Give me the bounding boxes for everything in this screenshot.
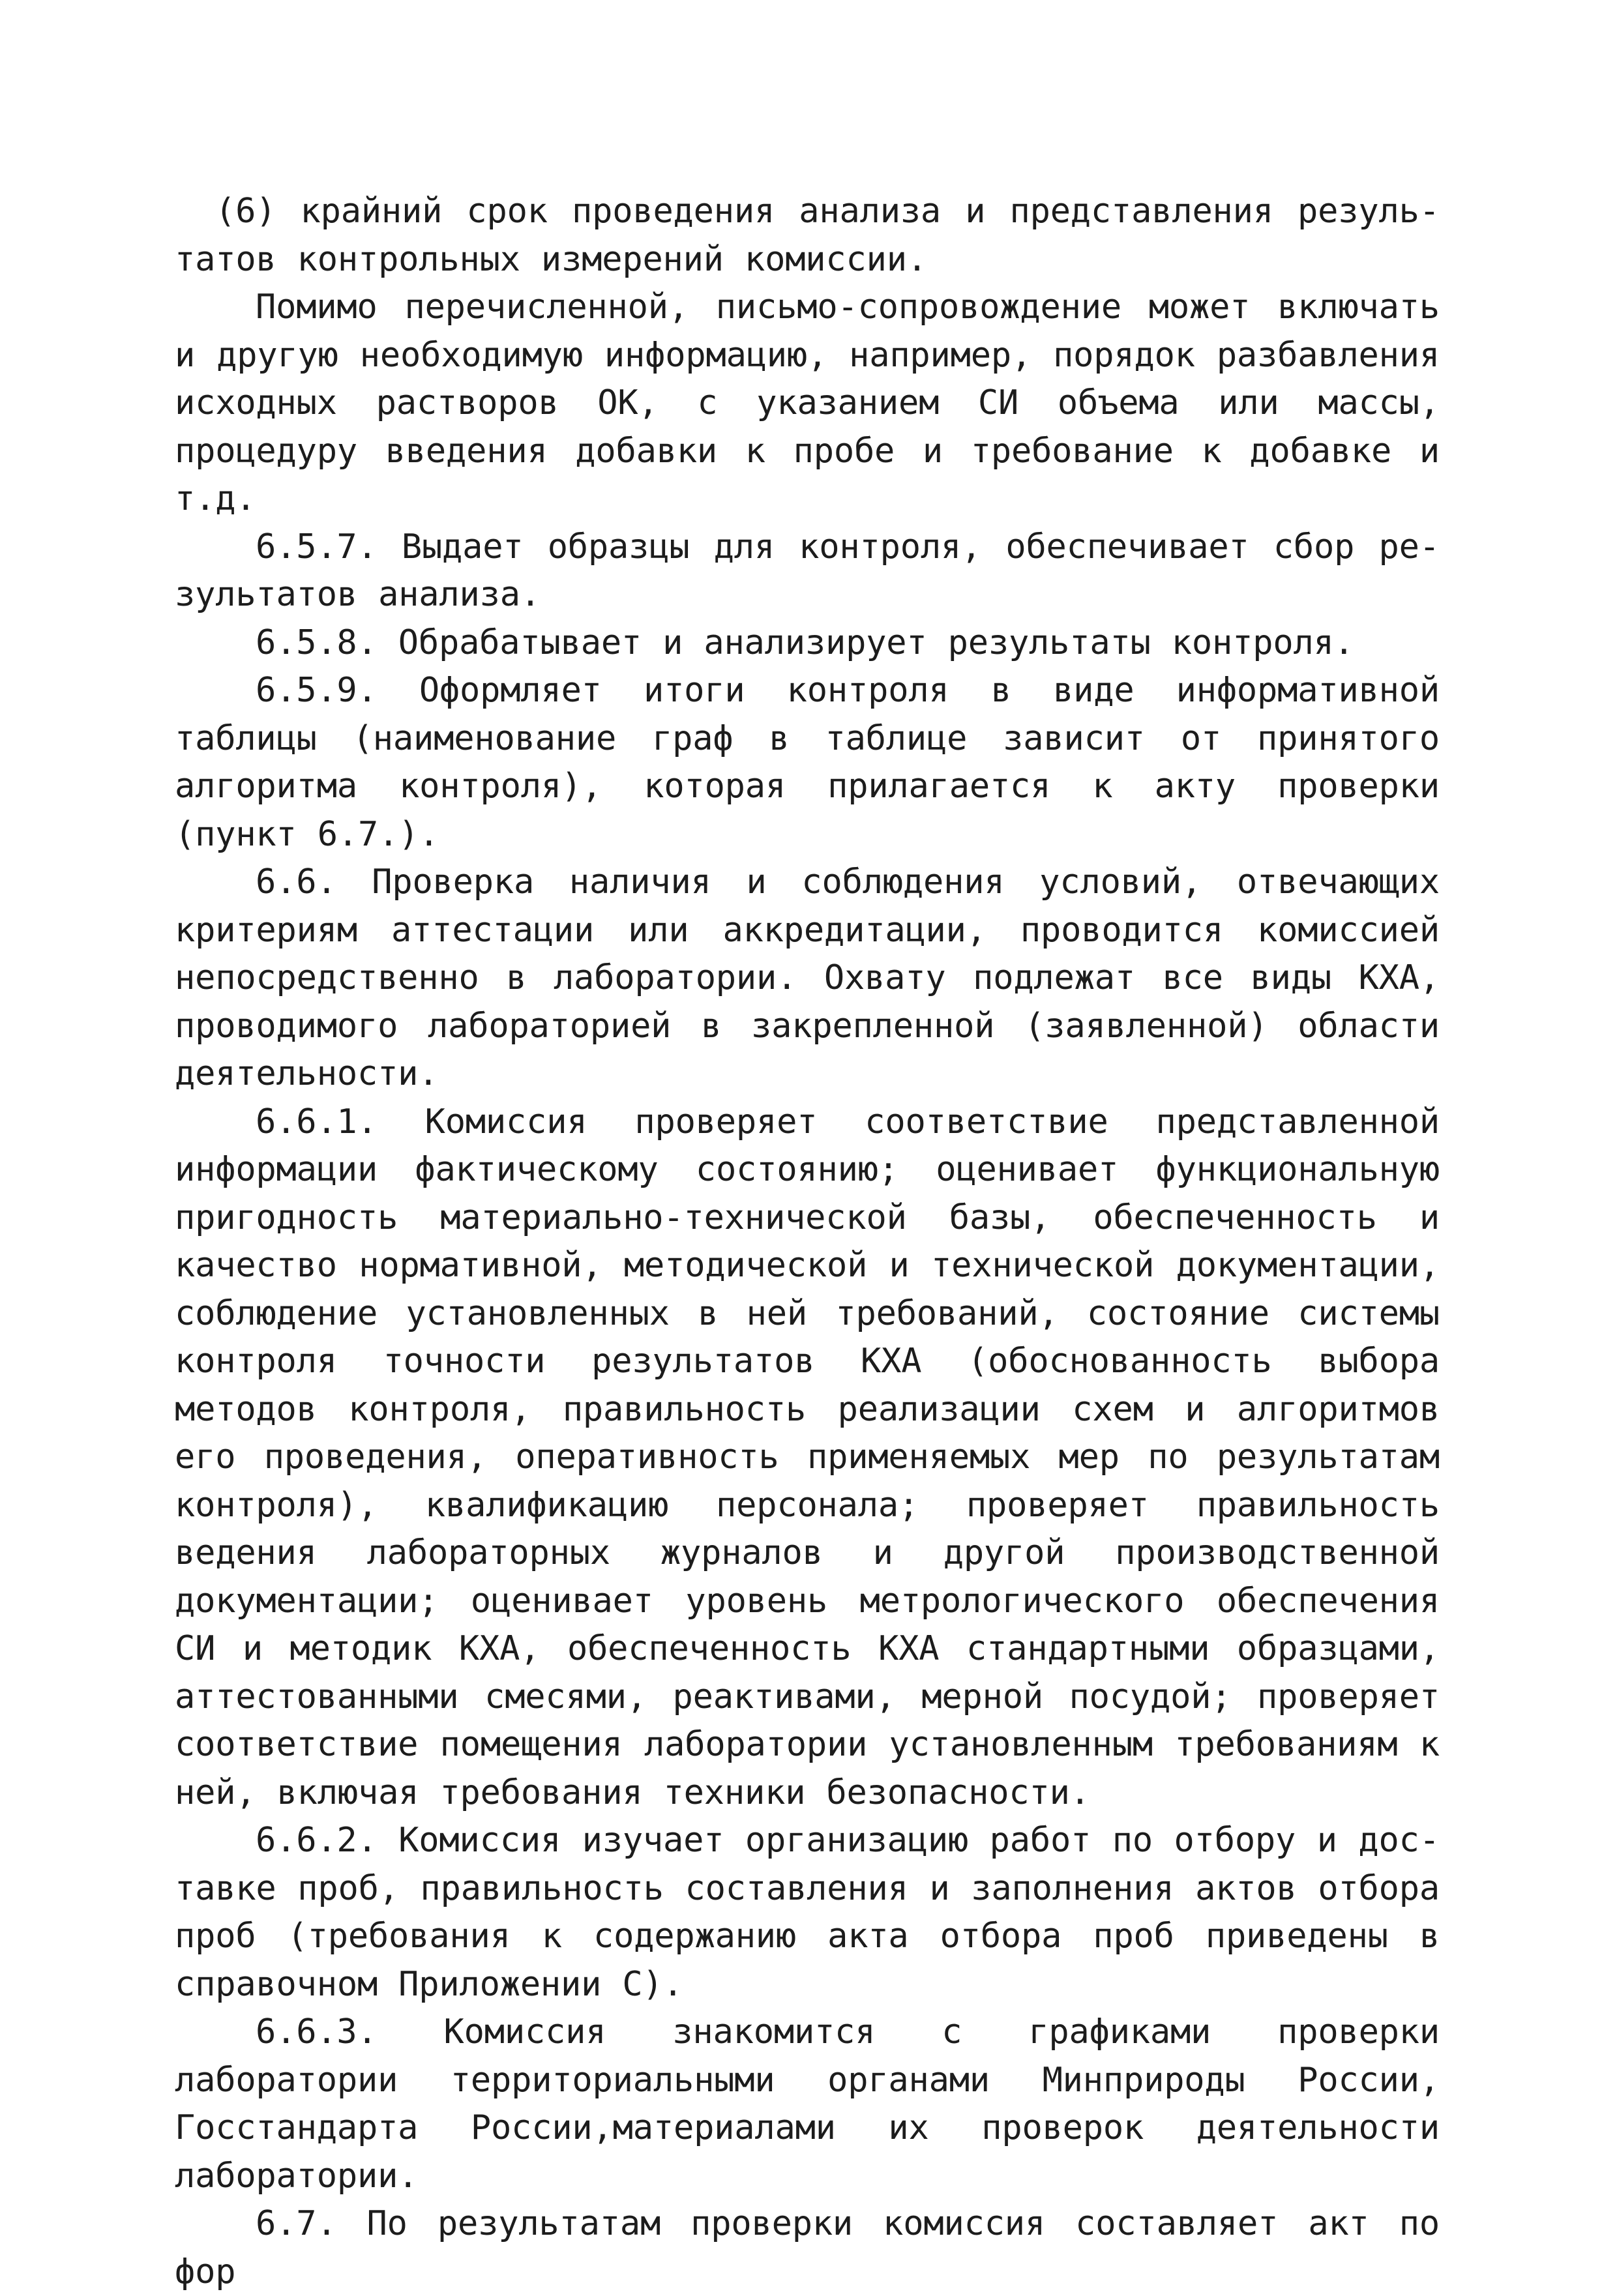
paragraph-6-7: 6.7. По результатам проверки комиссия составляет акт по фор: [175, 2204, 1440, 2291]
paragraph-item-6-deadline: (6) крайний срок проведения анализа и представления результатов контрольных измерений комиссии.: [175, 192, 1440, 279]
paragraph-cover-letter-info: Помимо перечисленной, письмо-сопровождение может включать и другую необходимую информацию, например, порядок разбавления исходных растворов ОК, с указанием СИ объема или массы, процедуру введения добавки к пробе и требование к добавке и т.д.: [175, 287, 1440, 518]
paragraph-6-6: 6.6. Проверка наличия и соблюдения условий, отвечающих критериям аттестации или аккредитации, проводится комиссией непосредственно в лаборатории. Охвату подлежат все виды КХА, проводимого лабораторией в закрепленной (заявленной) области деятельности.: [175, 862, 1440, 1093]
paragraph-6-5-8: 6.5.8. Обрабатывает и анализирует результаты контроля.: [256, 623, 1354, 662]
document-body: [175, 188, 1440, 2296]
paragraph-6-5-7: 6.5.7. Выдает образцы для контроля, обеспечивает сбор результатов анализа.: [175, 527, 1440, 614]
paragraph-6-5-9: 6.5.9. Оформляет итоги контроля в виде информативной таблицы (наименование граф в таблице зависит от принятого алгоритма контроля), которая прилагается к акту проверки (пункт 6.7.).: [175, 671, 1440, 854]
paragraph-6-6-2: 6.6.2. Комиссия изучает организацию работ по отбору и доставке проб, правильность составления и заполнения актов отбора проб (требования к содержанию акта отбора проб приведены в справочном Приложении С).: [175, 1821, 1440, 2004]
paragraph-6-6-1: 6.6.1. Комиссия проверяет соответствие представленной информации фактическому состоянию; оценивает функциональную пригодность материально-технической базы, обеспеченность и качество нормативной, методической и технической документации, соблюдение установленных в ней требований, состояние системы контроля точности результатов КХА (обоснованность выбора методов контроля, правильность реализации схем и алгоритмов его проведения, оперативность применяемых мер по результатам контроля), квалификацию персонала; проверяет правильность ведения лабораторных журналов и другой производственной документации; оценивает уровень метрологического обеспечения СИ и методик КХА, обеспеченность КХА стандартными образцами, аттестованными смесями, реактивами, мерной посудой; проверяет соответствие помещения лаборатории установленным требованиям к ней, включая требования техники безопасности.: [175, 1102, 1440, 1812]
paragraph-6-6-3: 6.6.3. Комиссия знакомится с графиками проверки лаборатории территориальными органами Минприроды России, Госстандарта России,материалами их проверок деятельности лаборатории.: [175, 2012, 1440, 2196]
